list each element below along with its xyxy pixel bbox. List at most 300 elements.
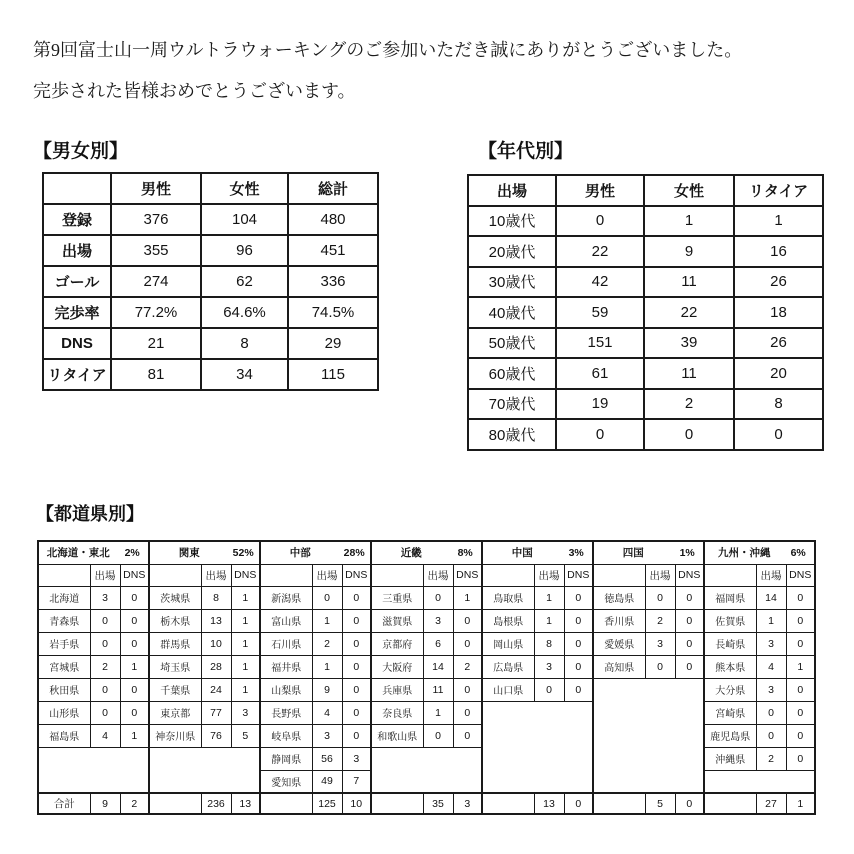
region-group-header	[38, 541, 149, 564]
prefecture-name-cell: 滋賀県	[371, 609, 423, 632]
subheader-participation-cell: 出場	[645, 564, 675, 586]
column-header: リタイア	[734, 175, 823, 206]
row-label: 10歳代	[468, 206, 556, 237]
value-cell: 104	[201, 204, 288, 235]
intro-line-2: 完歩された皆様おめでとうございます。	[33, 81, 356, 101]
row-label: 40歳代	[468, 297, 556, 328]
dns-count-cell: 0	[786, 609, 815, 632]
value-cell: 26	[734, 267, 823, 298]
prefecture-name-cell: 北海道	[38, 586, 90, 609]
total-dns-cell: 3	[453, 793, 482, 814]
value-cell: 451	[288, 235, 378, 266]
value-cell: 0	[644, 419, 734, 450]
region-group-header	[260, 541, 371, 564]
row-label: DNS	[43, 328, 111, 359]
region-percentage: 28%	[343, 547, 365, 560]
value-cell: 22	[644, 297, 734, 328]
dns-count-cell: 0	[786, 586, 815, 609]
dns-count-cell: 5	[231, 724, 260, 747]
dns-count-cell: 7	[342, 770, 371, 793]
value-cell: 1	[734, 206, 823, 237]
column-header: 出場	[468, 175, 556, 206]
subheader-dns-cell: DNS	[786, 564, 815, 586]
subheader-blank-cell	[149, 564, 201, 586]
participation-count-cell: 8	[201, 586, 231, 609]
participation-count-cell: 2	[90, 655, 120, 678]
participation-count-cell: 4	[756, 655, 786, 678]
region-group-header	[149, 541, 260, 564]
prefecture-name-cell: 香川県	[593, 609, 645, 632]
subheader-blank-cell	[593, 564, 645, 586]
table-row	[468, 328, 823, 359]
participation-count-cell: 10	[201, 632, 231, 655]
region-percentage: 3%	[568, 547, 584, 560]
prefecture-name-cell: 秋田県	[38, 678, 90, 701]
prefecture-name-cell: 奈良県	[371, 701, 423, 724]
value-cell: 376	[111, 204, 201, 235]
prefecture-name-cell: 埼玉県	[149, 655, 201, 678]
dns-count-cell: 1	[120, 724, 149, 747]
dns-count-cell: 0	[120, 609, 149, 632]
total-blank-cell	[593, 793, 645, 814]
participation-count-cell: 3	[645, 632, 675, 655]
empty-region-cell	[482, 701, 593, 793]
participation-count-cell: 3	[756, 678, 786, 701]
dns-count-cell: 0	[564, 632, 593, 655]
participation-count-cell: 0	[423, 724, 453, 747]
value-cell: 8	[734, 389, 823, 420]
region-name: 中部	[289, 547, 311, 560]
dns-count-cell: 1	[120, 655, 149, 678]
dns-count-cell: 0	[453, 609, 482, 632]
region-name: 九州・沖縄	[717, 547, 771, 560]
prefecture-name-cell: 大分県	[704, 678, 756, 701]
dns-count-cell: 0	[675, 632, 704, 655]
prefecture-name-cell: 鹿児島県	[704, 724, 756, 747]
prefecture-name-cell: 千葉県	[149, 678, 201, 701]
value-cell: 11	[644, 267, 734, 298]
column-header	[43, 173, 111, 204]
dns-count-cell: 1	[231, 632, 260, 655]
dns-count-cell: 0	[342, 586, 371, 609]
table-row	[468, 175, 823, 206]
dns-count-cell: 0	[120, 632, 149, 655]
prefecture-name-cell: 福島県	[38, 724, 90, 747]
empty-region-cell	[38, 747, 149, 793]
prefecture-name-cell: 神奈川県	[149, 724, 201, 747]
table-row	[468, 389, 823, 420]
total-participation-cell: 35	[423, 793, 453, 814]
table-row	[38, 586, 815, 609]
total-dns-cell: 13	[231, 793, 260, 814]
age-table	[467, 174, 824, 451]
region-name: 関東	[178, 547, 200, 560]
participation-count-cell: 11	[423, 678, 453, 701]
prefecture-name-cell: 宮崎県	[704, 701, 756, 724]
participation-count-cell: 0	[90, 632, 120, 655]
prefecture-name-cell: 栃木県	[149, 609, 201, 632]
dns-count-cell: 0	[786, 701, 815, 724]
prefecture-name-cell: 三重県	[371, 586, 423, 609]
region-group-header	[593, 541, 704, 564]
prefecture-name-cell: 岐阜県	[260, 724, 312, 747]
value-cell: 21	[111, 328, 201, 359]
value-cell: 26	[734, 328, 823, 359]
prefecture-name-cell: 石川県	[260, 632, 312, 655]
table-row	[43, 266, 378, 297]
dns-count-cell: 0	[564, 655, 593, 678]
participation-count-cell: 3	[90, 586, 120, 609]
prefecture-name-cell: 高知県	[593, 655, 645, 678]
participation-count-cell: 1	[534, 586, 564, 609]
dns-count-cell: 0	[453, 632, 482, 655]
prefecture-name-cell: 長崎県	[704, 632, 756, 655]
prefecture-name-cell: 徳島県	[593, 586, 645, 609]
value-cell: 355	[111, 235, 201, 266]
dns-count-cell: 0	[342, 632, 371, 655]
table-row	[468, 206, 823, 237]
total-blank-cell	[260, 793, 312, 814]
participation-count-cell: 0	[534, 678, 564, 701]
dns-count-cell: 1	[231, 609, 260, 632]
subheader-dns-cell: DNS	[564, 564, 593, 586]
prefecture-name-cell: 福岡県	[704, 586, 756, 609]
table-row	[43, 173, 378, 204]
participation-count-cell: 4	[90, 724, 120, 747]
dns-count-cell: 0	[342, 701, 371, 724]
dns-count-cell: 0	[342, 724, 371, 747]
value-cell: 9	[644, 236, 734, 267]
value-cell: 16	[734, 236, 823, 267]
prefecture-name-cell: 東京都	[149, 701, 201, 724]
prefecture-name-cell: 大阪府	[371, 655, 423, 678]
value-cell: 18	[734, 297, 823, 328]
prefecture-name-cell: 群馬県	[149, 632, 201, 655]
row-label: 80歳代	[468, 419, 556, 450]
prefecture-name-cell: 兵庫県	[371, 678, 423, 701]
row-label: 60歳代	[468, 358, 556, 389]
total-participation-cell: 27	[756, 793, 786, 814]
intro-line-1: 第9回富士山一周ウルトラウォーキングのご参加いただき誠にありがとうございました。	[33, 40, 743, 60]
gender-table	[42, 172, 379, 391]
prefecture-name-cell: 青森県	[38, 609, 90, 632]
total-label-cell: 合計	[38, 793, 90, 814]
value-cell: 62	[201, 266, 288, 297]
prefecture-name-cell: 山梨県	[260, 678, 312, 701]
participation-count-cell: 28	[201, 655, 231, 678]
total-dns-cell: 0	[564, 793, 593, 814]
participation-count-cell: 8	[534, 632, 564, 655]
subheader-blank-cell	[260, 564, 312, 586]
prefecture-name-cell: 茨城県	[149, 586, 201, 609]
value-cell: 74.5%	[288, 297, 378, 328]
dns-count-cell: 0	[786, 724, 815, 747]
prefecture-name-cell: 和歌山県	[371, 724, 423, 747]
dns-count-cell: 3	[231, 701, 260, 724]
participation-count-cell: 1	[312, 655, 342, 678]
subheader-participation-cell: 出場	[423, 564, 453, 586]
participation-count-cell: 14	[756, 586, 786, 609]
prefecture-name-cell: 佐賀県	[704, 609, 756, 632]
subheader-participation-cell: 出場	[90, 564, 120, 586]
participation-count-cell: 0	[645, 586, 675, 609]
subheader-dns-cell: DNS	[231, 564, 260, 586]
subheader-dns-cell: DNS	[120, 564, 149, 586]
prefecture-name-cell: 愛知県	[260, 770, 312, 793]
total-blank-cell	[371, 793, 423, 814]
participation-count-cell: 3	[756, 632, 786, 655]
participation-count-cell: 3	[312, 724, 342, 747]
table-row	[43, 328, 378, 359]
intro-paragraph	[33, 30, 742, 112]
region-name: 中国	[511, 547, 533, 560]
dns-count-cell: 0	[786, 747, 815, 770]
prefecture-name-cell: 広島県	[482, 655, 534, 678]
dns-count-cell: 0	[675, 586, 704, 609]
table-row	[43, 204, 378, 235]
participation-count-cell: 76	[201, 724, 231, 747]
total-participation-cell: 9	[90, 793, 120, 814]
dns-count-cell: 0	[564, 678, 593, 701]
prefecture-name-cell: 熊本県	[704, 655, 756, 678]
value-cell: 22	[556, 236, 644, 267]
prefecture-name-cell: 鳥取県	[482, 586, 534, 609]
prefecture-name-cell: 山形県	[38, 701, 90, 724]
subheader-participation-cell: 出場	[201, 564, 231, 586]
value-cell: 0	[734, 419, 823, 450]
dns-count-cell: 1	[231, 655, 260, 678]
region-name: 北海道・東北	[46, 547, 110, 560]
region-name: 四国	[622, 547, 644, 560]
value-cell: 480	[288, 204, 378, 235]
dns-count-cell: 0	[564, 609, 593, 632]
participation-count-cell: 0	[90, 701, 120, 724]
table-row	[468, 267, 823, 298]
value-cell: 151	[556, 328, 644, 359]
dns-count-cell: 0	[120, 701, 149, 724]
participation-count-cell: 49	[312, 770, 342, 793]
table-row	[38, 541, 815, 564]
dns-count-cell: 0	[453, 701, 482, 724]
participation-count-cell: 56	[312, 747, 342, 770]
prefecture-name-cell: 新潟県	[260, 586, 312, 609]
table-row	[38, 793, 815, 814]
value-cell: 61	[556, 358, 644, 389]
participation-count-cell: 1	[534, 609, 564, 632]
value-cell: 0	[556, 419, 644, 450]
table-row	[43, 235, 378, 266]
value-cell: 34	[201, 359, 288, 390]
table-row	[43, 359, 378, 390]
table-row	[38, 632, 815, 655]
column-header: 男性	[556, 175, 644, 206]
region-percentage: 6%	[790, 547, 806, 560]
prefecture-section-title: 【都道県別】	[36, 504, 144, 524]
region-percentage: 52%	[232, 547, 254, 560]
value-cell: 42	[556, 267, 644, 298]
participation-count-cell: 14	[423, 655, 453, 678]
value-cell: 59	[556, 297, 644, 328]
region-name: 近畿	[400, 547, 422, 560]
column-header: 総計	[288, 173, 378, 204]
value-cell: 64.6%	[201, 297, 288, 328]
dns-count-cell: 0	[675, 609, 704, 632]
region-group-header	[482, 541, 593, 564]
participation-count-cell: 0	[90, 609, 120, 632]
region-group-header	[704, 541, 815, 564]
dns-count-cell: 0	[120, 586, 149, 609]
total-dns-cell: 0	[675, 793, 704, 814]
dns-count-cell: 0	[453, 724, 482, 747]
dns-count-cell: 0	[453, 678, 482, 701]
participation-count-cell: 3	[534, 655, 564, 678]
empty-region-cell	[704, 770, 815, 793]
participation-count-cell: 13	[201, 609, 231, 632]
value-cell: 0	[556, 206, 644, 237]
subheader-blank-cell	[371, 564, 423, 586]
subheader-blank-cell	[704, 564, 756, 586]
table-row	[468, 297, 823, 328]
empty-region-cell	[371, 747, 482, 793]
participation-count-cell: 3	[423, 609, 453, 632]
total-dns-cell: 10	[342, 793, 371, 814]
value-cell: 274	[111, 266, 201, 297]
prefecture-name-cell: 長野県	[260, 701, 312, 724]
participation-count-cell: 0	[423, 586, 453, 609]
row-label: 登録	[43, 204, 111, 235]
total-dns-cell: 2	[120, 793, 149, 814]
row-label: 完歩率	[43, 297, 111, 328]
participation-count-cell: 2	[645, 609, 675, 632]
subheader-participation-cell: 出場	[756, 564, 786, 586]
region-group-header	[371, 541, 482, 564]
dns-count-cell: 1	[231, 678, 260, 701]
dns-count-cell: 3	[342, 747, 371, 770]
participation-count-cell: 1	[423, 701, 453, 724]
value-cell: 81	[111, 359, 201, 390]
prefecture-name-cell: 福井県	[260, 655, 312, 678]
row-label: ゴール	[43, 266, 111, 297]
subheader-participation-cell: 出場	[534, 564, 564, 586]
value-cell: 2	[644, 389, 734, 420]
dns-count-cell: 1	[453, 586, 482, 609]
prefecture-name-cell: 島根県	[482, 609, 534, 632]
participation-count-cell: 24	[201, 678, 231, 701]
prefecture-name-cell: 富山県	[260, 609, 312, 632]
dns-count-cell: 1	[786, 655, 815, 678]
table-row	[468, 236, 823, 267]
participation-count-cell: 9	[312, 678, 342, 701]
participation-count-cell: 1	[756, 609, 786, 632]
participation-count-cell: 0	[312, 586, 342, 609]
total-participation-cell: 5	[645, 793, 675, 814]
dns-count-cell: 0	[786, 678, 815, 701]
total-participation-cell: 13	[534, 793, 564, 814]
total-blank-cell	[704, 793, 756, 814]
prefecture-name-cell: 岩手県	[38, 632, 90, 655]
empty-region-cell	[149, 747, 260, 793]
prefecture-name-cell: 愛媛県	[593, 632, 645, 655]
table-row	[468, 358, 823, 389]
participation-count-cell: 0	[90, 678, 120, 701]
table-row	[38, 564, 815, 586]
dns-count-cell: 0	[342, 609, 371, 632]
total-blank-cell	[482, 793, 534, 814]
prefecture-name-cell: 京都府	[371, 632, 423, 655]
prefecture-name-cell: 沖縄県	[704, 747, 756, 770]
prefecture-name-cell: 岡山県	[482, 632, 534, 655]
table-row	[38, 609, 815, 632]
region-percentage: 1%	[679, 547, 695, 560]
participation-count-cell: 4	[312, 701, 342, 724]
dns-count-cell: 2	[453, 655, 482, 678]
subheader-blank-cell	[482, 564, 534, 586]
participation-count-cell: 0	[756, 724, 786, 747]
value-cell: 1	[644, 206, 734, 237]
column-header: 女性	[644, 175, 734, 206]
participation-count-cell: 77	[201, 701, 231, 724]
value-cell: 19	[556, 389, 644, 420]
prefecture-name-cell: 静岡県	[260, 747, 312, 770]
row-label: 30歳代	[468, 267, 556, 298]
row-label: 70歳代	[468, 389, 556, 420]
value-cell: 8	[201, 328, 288, 359]
dns-count-cell: 0	[675, 655, 704, 678]
subheader-participation-cell: 出場	[312, 564, 342, 586]
gender-section-title: 【男女別】	[33, 141, 129, 162]
value-cell: 20	[734, 358, 823, 389]
dns-count-cell: 0	[786, 632, 815, 655]
value-cell: 11	[644, 358, 734, 389]
subheader-dns-cell: DNS	[453, 564, 482, 586]
total-participation-cell: 236	[201, 793, 231, 814]
region-percentage: 2%	[124, 547, 140, 560]
row-label: リタイア	[43, 359, 111, 390]
participation-count-cell: 6	[423, 632, 453, 655]
subheader-dns-cell: DNS	[342, 564, 371, 586]
participation-count-cell: 2	[756, 747, 786, 770]
row-label: 20歳代	[468, 236, 556, 267]
subheader-dns-cell: DNS	[675, 564, 704, 586]
column-header: 女性	[201, 173, 288, 204]
table-row	[38, 678, 815, 701]
prefecture-table	[37, 540, 816, 815]
table-row	[43, 297, 378, 328]
dns-count-cell: 0	[120, 678, 149, 701]
participation-count-cell: 2	[312, 632, 342, 655]
value-cell: 77.2%	[111, 297, 201, 328]
age-section-title: 【年代別】	[478, 141, 574, 162]
total-blank-cell	[149, 793, 201, 814]
region-percentage: 8%	[457, 547, 473, 560]
dns-count-cell: 0	[564, 586, 593, 609]
dns-count-cell: 0	[342, 678, 371, 701]
value-cell: 115	[288, 359, 378, 390]
prefecture-name-cell: 山口県	[482, 678, 534, 701]
column-header: 男性	[111, 173, 201, 204]
value-cell: 336	[288, 266, 378, 297]
value-cell: 39	[644, 328, 734, 359]
total-dns-cell: 1	[786, 793, 815, 814]
empty-region-cell	[593, 678, 704, 793]
value-cell: 96	[201, 235, 288, 266]
row-label: 50歳代	[468, 328, 556, 359]
participation-count-cell: 0	[756, 701, 786, 724]
dns-count-cell: 0	[342, 655, 371, 678]
row-label: 出場	[43, 235, 111, 266]
total-participation-cell: 125	[312, 793, 342, 814]
subheader-blank-cell	[38, 564, 90, 586]
